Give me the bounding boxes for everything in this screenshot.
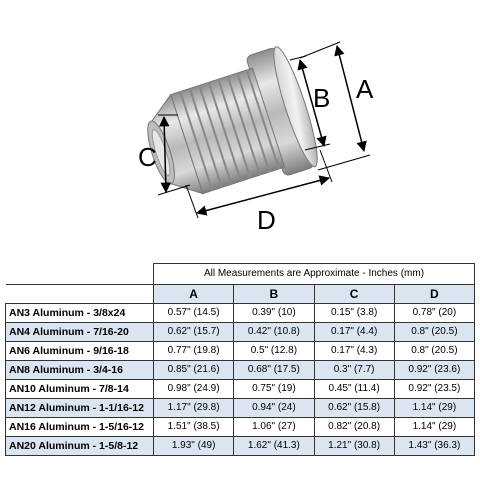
table-row: [6, 380, 475, 399]
measurement-cell-b: 1.06" (27): [234, 418, 314, 437]
measurement-cell-b: 1.62" (41.3): [234, 437, 314, 456]
column-header-b: B: [234, 285, 314, 304]
measurement-cell-a: 0.98" (24.9): [154, 380, 234, 399]
table-row: [6, 323, 475, 342]
measurement-cell-d: 0.92" (23.6): [394, 361, 474, 380]
measurement-cell-d: 1.14" (29): [394, 418, 474, 437]
dimension-label-a: A: [356, 74, 374, 104]
measurement-cell-d: 0.8" (20.5): [394, 342, 474, 361]
measurement-cell-b: 0.94" (24): [234, 399, 314, 418]
caption-row: [6, 264, 475, 285]
dimension-label-b: B: [313, 83, 331, 113]
table-row: [6, 418, 475, 437]
fitting-name-cell: AN12 Aluminum - 1-1/16-12: [6, 399, 154, 418]
fitting-name-cell: AN3 Aluminum - 3/8x24: [6, 304, 154, 323]
table-row: [6, 437, 475, 456]
table-row: [6, 342, 475, 361]
table-row: [6, 304, 475, 323]
an-fitting-image: [132, 44, 324, 214]
measurement-cell-c: 0.15" (3.8): [314, 304, 394, 323]
column-header-a: A: [154, 285, 234, 304]
corner-cell: [6, 285, 154, 304]
measurement-cell-d: 1.43" (36.3): [394, 437, 474, 456]
measurement-cell-d: 1.14" (29): [394, 399, 474, 418]
measurement-cell-b: 0.5" (12.8): [234, 342, 314, 361]
measurement-cell-b: 0.68" (17.5): [234, 361, 314, 380]
fitting-name-cell: AN8 Aluminum - 3/4-16: [6, 361, 154, 380]
measurement-cell-c: 0.17" (4.4): [314, 323, 394, 342]
dimension-label-c: C: [138, 142, 157, 172]
fitting-name-cell: AN10 Aluminum - 7/8-14: [6, 380, 154, 399]
measurement-cell-c: 0.62" (15.8): [314, 399, 394, 418]
measurement-cell-d: 0.92" (23.5): [394, 380, 474, 399]
column-header-d: D: [394, 285, 474, 304]
measurement-cell-a: 0.57" (14.5): [154, 304, 234, 323]
measurement-cell-b: 0.42" (10.8): [234, 323, 314, 342]
corner-cell: [6, 264, 154, 285]
column-header-c: C: [314, 285, 394, 304]
measurement-cell-c: 0.17" (4.3): [314, 342, 394, 361]
measurement-cell-b: 0.75" (19): [234, 380, 314, 399]
measurement-cell-a: 1.17" (29.8): [154, 399, 234, 418]
measurement-cell-c: 0.82" (20.8): [314, 418, 394, 437]
measurement-cell-a: 0.62" (15.7): [154, 323, 234, 342]
measurement-cell-a: 0.77" (19.8): [154, 342, 234, 361]
measurement-cell-a: 1.51" (38.5): [154, 418, 234, 437]
measurement-cell-a: 1.93" (49): [154, 437, 234, 456]
table-row: [6, 399, 475, 418]
fitting-name-cell: AN16 Aluminum - 1-5/16-12: [6, 418, 154, 437]
measurement-cell-c: 0.45" (11.4): [314, 380, 394, 399]
measurement-cell-d: 0.8" (20.5): [394, 323, 474, 342]
measurement-cell-b: 0.39" (10): [234, 304, 314, 323]
table-body: [6, 264, 475, 456]
measurement-cell-a: 0.85" (21.6): [154, 361, 234, 380]
fitting-name-cell: AN20 Aluminum - 1-5/8-12: [6, 437, 154, 456]
measurement-cell-d: 0.78" (20): [394, 304, 474, 323]
header-row: [6, 285, 475, 304]
measurements-table: [5, 263, 475, 456]
fitting-name-cell: AN6 Aluminum - 9/16-18: [6, 342, 154, 361]
measurement-cell-c: 0.3" (7.7): [314, 361, 394, 380]
measurement-cell-c: 1.21" (30.8): [314, 437, 394, 456]
fitting-name-cell: AN4 Aluminum - 7/16-20: [6, 323, 154, 342]
dimension-label-d: D: [257, 205, 276, 235]
table-caption: All Measurements are Approximate - Inches (mm): [154, 264, 475, 285]
table-row: [6, 361, 475, 380]
